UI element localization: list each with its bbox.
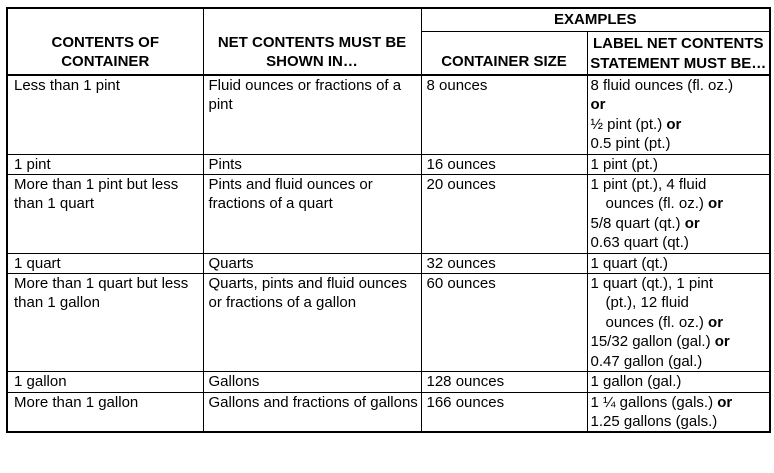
table-body [7,75,770,432]
label-statement-text: 8 fluid ounces (fl. oz.) [590,77,734,94]
net-contents-table [6,7,771,433]
cell-label-statement [587,175,770,254]
cell-contents-of-container: More than 1 gallon [7,392,203,432]
table-row [7,253,770,273]
cell-contents-of-container: 1 gallon [7,372,203,392]
label-statement-line [591,393,768,412]
cell-net-contents-shown-in: Pints and fluid ounces or fractions of a quart [203,175,421,254]
label-statement-line [591,372,768,391]
label-statement-text: 1.25 gallons (gals.) [590,412,718,430]
or-conjunction: or [714,333,730,351]
label-statement-text: 0.5 pint (pt.) [590,135,671,153]
cell-container-size: 166 ounces [421,392,587,432]
header-container-size: CONTAINER SIZE [421,32,587,76]
label-statement-text: 15/32 gallon (gal.) [590,333,711,351]
cell-contents-of-container: More than 1 quart but less than 1 gallon [7,274,203,372]
label-statement-line [591,274,768,293]
cell-net-contents-shown-in: Gallons and fractions of gallons [203,392,421,432]
cell-net-contents-shown-in: Quarts, pints and fluid ounces or fractions of a gallon [203,274,421,372]
header-contents-of-container: CONTENTS OF CONTAINER [7,8,203,75]
label-statement-line [591,95,768,114]
label-statement-line [591,412,768,431]
label-statement-line [591,352,768,371]
cell-container-size: 20 ounces [421,175,587,254]
or-conjunction: or [717,393,733,411]
cell-contents-of-container: Less than 1 pint [7,75,203,154]
label-statement-line [591,254,768,273]
label-statement-text: ounces (fl. oz.) [605,195,704,213]
cell-container-size: 60 ounces [421,274,587,372]
table-row [7,154,770,174]
table-row [7,274,770,372]
header-net-contents-shown-in: NET CONTENTS MUST BE SHOWN IN… [203,8,421,75]
cell-label-statement [587,75,770,154]
label-statement-line [591,313,768,332]
label-statement-line [591,233,768,252]
label-statement-line [591,332,768,351]
or-conjunction: or [684,214,700,232]
cell-net-contents-shown-in: Pints [203,154,421,174]
cell-label-statement [587,274,770,372]
label-statement-line [591,115,768,134]
label-statement-text: 1 ¼ gallons (gals.) [590,393,714,411]
cell-label-statement [587,372,770,392]
cell-container-size: 128 ounces [421,372,587,392]
table-row [7,175,770,254]
cell-container-size: 32 ounces [421,253,587,273]
cell-net-contents-shown-in: Fluid ounces or fractions of a pint [203,75,421,154]
label-statement-text: 1 quart (qt.), 1 pint [590,275,714,293]
label-statement-line [591,175,768,194]
cell-net-contents-shown-in: Gallons [203,372,421,392]
or-conjunction: or [708,313,724,331]
label-statement-text: 1 gallon (gal.) [590,373,682,391]
header-label-statement: LABEL NET CONTENTS STATEMENT MUST BE… [587,32,770,76]
label-statement-line [591,194,768,213]
table-row [7,372,770,392]
table-row [7,75,770,154]
header-examples: EXAMPLES [421,8,770,32]
cell-label-statement [587,253,770,273]
label-statement-text: ounces (fl. oz.) [605,313,704,331]
label-statement-text: 1 quart (qt.) [590,254,669,272]
label-statement-line [591,214,768,233]
table-row [7,392,770,432]
cell-container-size: 8 ounces [421,75,587,154]
or-conjunction: or [666,115,682,133]
label-statement-text: 0.63 quart (qt.) [590,234,689,252]
cell-container-size: 16 ounces [421,154,587,174]
label-statement-text: (pt.), 12 fluid [605,294,689,312]
or-conjunction: or [708,195,724,213]
label-statement-line [591,155,768,174]
cell-contents-of-container: 1 pint [7,154,203,174]
label-statement-line [591,293,768,312]
label-statement-text: 1 pint (pt.) [590,155,659,173]
label-statement-text: 5/8 quart (qt.) [590,214,681,232]
label-statement-text: 0.47 gallon (gal.) [590,352,703,370]
label-statement-text: 1 pint (pt.), 4 fluid [590,176,707,194]
or-conjunction: or [590,96,606,114]
cell-net-contents-shown-in: Quarts [203,253,421,273]
cell-label-statement [587,392,770,432]
cell-label-statement [587,154,770,174]
label-statement-text: ½ pint (pt.) [590,115,663,133]
label-statement-line [591,76,768,95]
cell-contents-of-container: More than 1 pint but less than 1 quart [7,175,203,254]
label-statement-line [591,134,768,153]
cell-contents-of-container: 1 quart [7,253,203,273]
